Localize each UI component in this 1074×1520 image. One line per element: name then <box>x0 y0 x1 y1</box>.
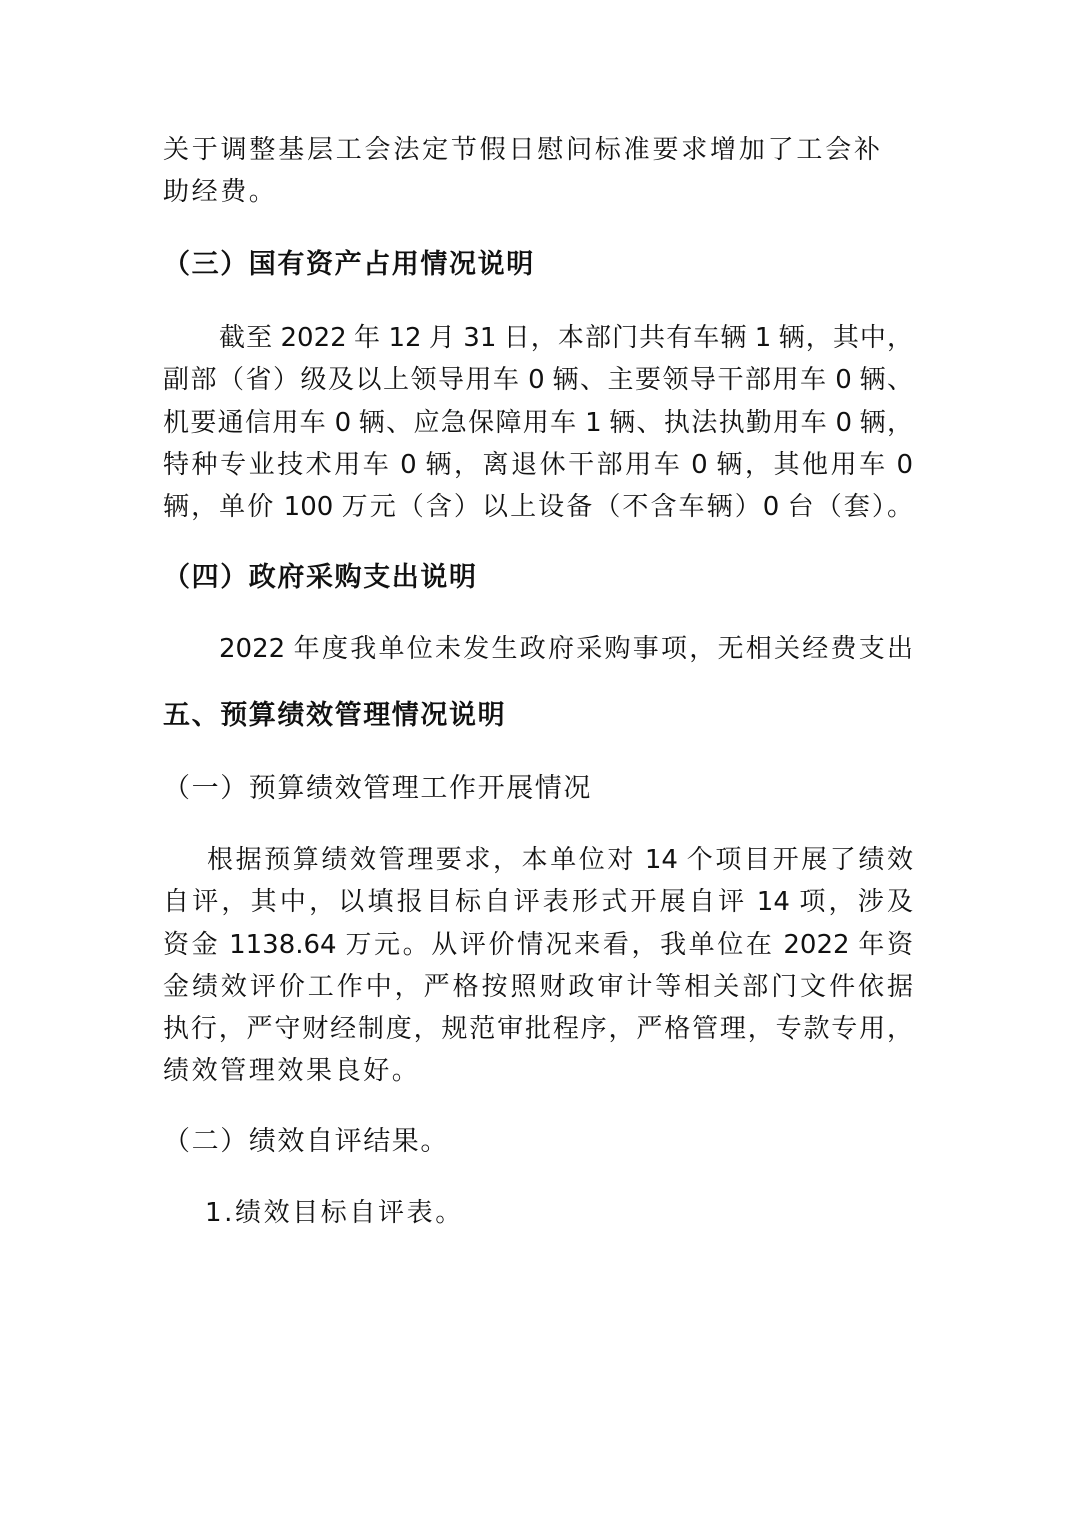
paragraph-line: 助经费。 <box>163 177 278 208</box>
paragraph-line: 自评，其中，以填报目标自评表形式开展自评 14 项，涉及 <box>163 887 913 918</box>
paragraph-line: 执行，严守财经制度，规范审批程序，严格管理，专款专用， <box>163 1014 913 1045</box>
paragraph-line: 副部（省）级及以上领导用车 0 辆、主要领导干部用车 0 辆、 <box>163 365 913 396</box>
subsection-heading-performance-work: （一）预算绩效管理工作开展情况 <box>163 773 592 804</box>
paragraph-line: 金绩效评价工作中，严格按照财政审计等相关部门文件依据 <box>163 971 913 1002</box>
subsection-heading-self-evaluation-results: （二）绩效自评结果。 <box>163 1126 449 1157</box>
chapter-heading-performance-management: 五、预算绩效管理情况说明 <box>163 700 507 731</box>
section-heading-asset-usage: （三）国有资产占用情况说明 <box>163 249 535 280</box>
performance-work-paragraph <box>163 839 913 1093</box>
paragraph-line: 2022 年度我单位未发生政府采购事项，无相关经费支出 <box>219 634 913 664</box>
paragraph-line: 机要通信用车 0 辆、应急保障用车 1 辆、执法执勤用车 0 辆， <box>163 407 913 438</box>
self-evaluation-list <box>163 1192 913 1234</box>
paragraph-line: 截至 2022 年 12 月 31 日，本部门共有车辆 1 辆，其中， <box>219 323 913 353</box>
paragraph-line: 绩效管理效果良好。 <box>163 1056 421 1087</box>
list-item-self-evaluation-form: 1.绩效目标自评表。 <box>205 1198 464 1228</box>
paragraph-line: 资金 1138.64 万元。从评价情况来看，我单位在 2022 年资 <box>163 929 913 960</box>
section-heading-procurement: （四）政府采购支出说明 <box>163 562 478 593</box>
procurement-paragraph <box>163 628 913 670</box>
continuation-paragraph <box>163 129 913 214</box>
paragraph-line: 关于调整基层工会法定节假日慰问标准要求增加了工会补 <box>163 135 880 165</box>
paragraph-line: 特种专业技术用车 0 辆，离退休干部用车 0 辆，其他用车 0 <box>163 449 913 480</box>
paragraph-line: 根据预算绩效管理要求，本单位对 14 个项目开展了绩效 <box>207 845 913 875</box>
asset-usage-paragraph <box>163 317 913 528</box>
paragraph-line: 辆，单价 100 万元（含）以上设备（不含车辆）0 台（套）。 <box>163 492 913 523</box>
